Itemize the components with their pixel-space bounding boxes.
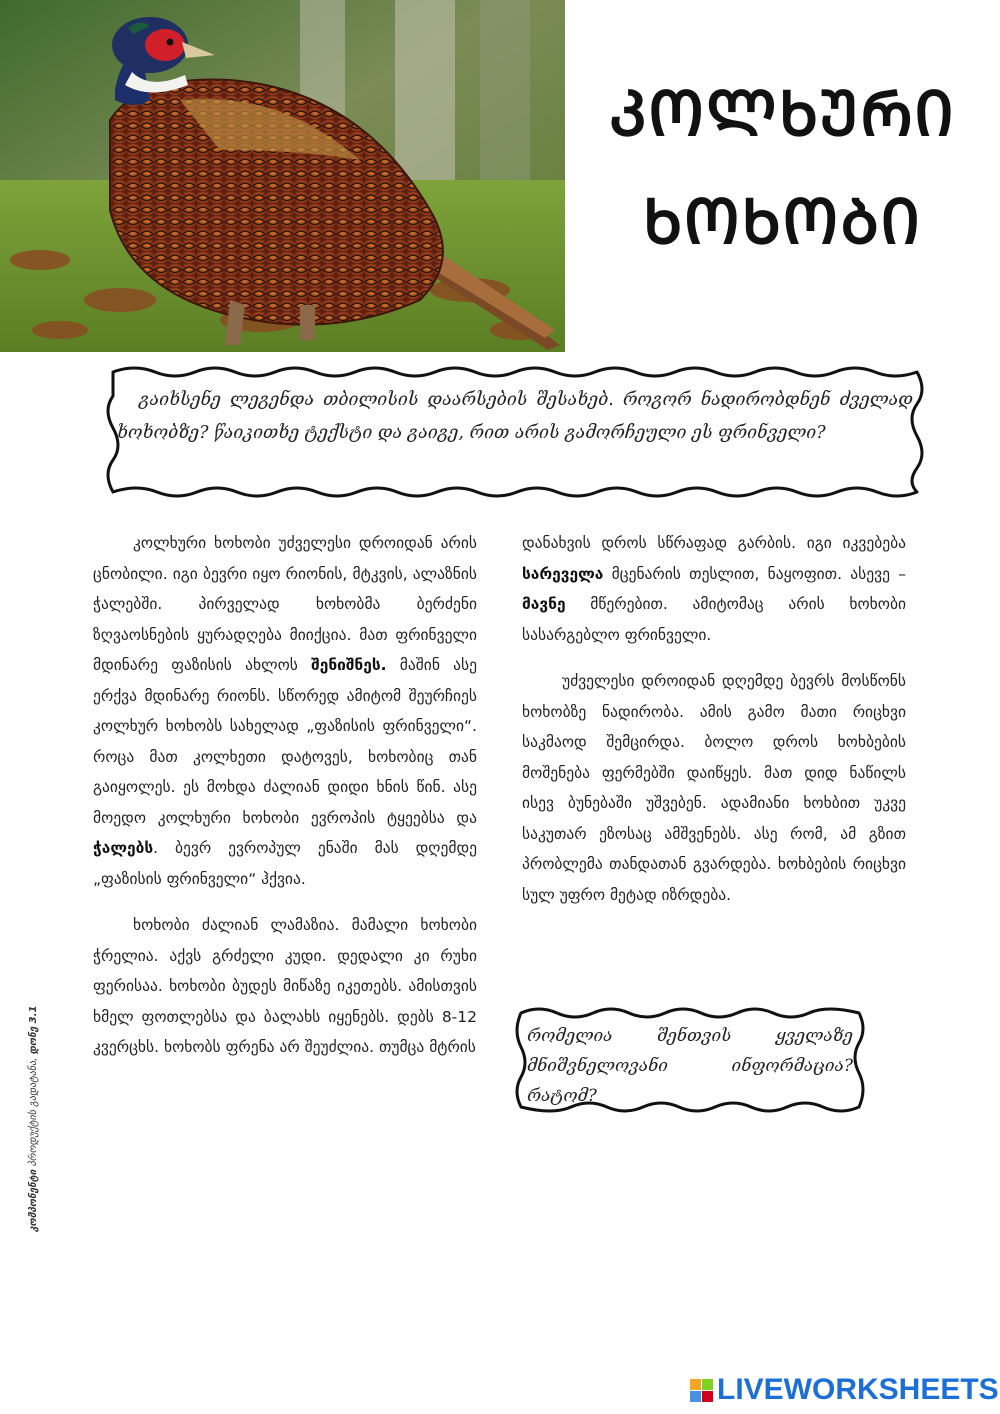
liveworksheets-logo xyxy=(690,1372,999,1408)
bold-term: მავნე xyxy=(522,595,566,613)
question-text: რომელია შენთვის ყველაზე მნიშვნელოვანი ინფორმაცია? რატომ? xyxy=(527,1026,853,1106)
pheasant-photo xyxy=(0,0,565,352)
left-column xyxy=(93,528,477,1079)
page-title xyxy=(575,60,990,276)
intro-task-text: გაიხსენე ლეგენდა თბილისის დაარსების შესახებ. როგორ ნადირობდნენ ძველად ხოხობზე? წაიკითხე ტექსტი და გაიგე, რით არის გამორჩეული ეს ფრინველი? xyxy=(117,390,913,443)
bold-term: შენიშნეს. xyxy=(311,656,387,674)
right-column xyxy=(522,528,906,926)
left-paragraph-2: ხოხობი ძალიან ლამაზია. მამალი ხოხობი ჭრელია. აქვს გრძელი კუდი. დედალი კი რუხი ფერისაა. ხოხობი ბუდეს მიწაზე იკეთებს. ამისთვის ხმელ ფოთლებსა და ბალახს იყენებს. დებს 8-12 კვერცხს. ხოხობს ფრენა არ შეუძლია. თუმცა მტრის xyxy=(93,916,477,1056)
logo-text: LIVEWORKSHEETS xyxy=(717,1373,999,1406)
bold-term: სარეველა xyxy=(522,564,604,583)
logo-squares-icon xyxy=(690,1379,713,1402)
intro-task-box xyxy=(95,362,935,502)
left-paragraph-1: კოლხური ხოხობი უძველესი დროიდან არის ცნობილი. იგი ბევრი იყო რიონის, მტკვის, ალაზნის ჭალებში. პირველად ხოხობმა ბერძენი ზღვაოსნების ყურადღება მიიქცია. მათ ფრინველი მდინარე ფაზისის ახლოს შენიშნეს. მაშინ ასე ერქვა მდინარე რიონს. სწორედ ამიტომ შეურჩიეს კოლხურ ხოხობს სახელად „ფაზისის ფრინველი“. როცა მათ კოლხეთი დატოვეს, ხოხობიც თან გაიყოლეს. ეს მოხდა ძალიან დიდი ხნის წინ. ასე მოედო კოლხური ხოხობი ევროპის ტყეებსა და ჭალებს. ბევრ ევროპულ ენაში მას დღემდე „ფაზისის ფრინველი“ ჰქვია. xyxy=(93,534,478,888)
bold-term: ჭალებს xyxy=(93,839,154,857)
right-paragraph-1: დანახვის დროს სწრაფად გარბის. იგი იკვებება სარეველა მცენარის თესლით, ნაყოფით. ასევე – მავნე მწერებით. ამიტომაც არის ხოხობი სასარგებლო ფრინველი. xyxy=(522,534,906,644)
title-line-2: ᲮᲝᲮᲝᲑᲘ xyxy=(643,185,922,258)
side-credit: კომპონენტი პროდუქტის გადატანა, დონე 3.1 xyxy=(28,1005,39,1232)
question-box xyxy=(505,1003,875,1118)
title-line-1: ᲙᲝᲚᲮᲣᲠᲘ xyxy=(609,77,956,150)
right-paragraph-2: უძველესი დროიდან დღემდე ბევრს მოსწონს ხოხობზე ნადირობა. ამის გამო მათი რიცხვი საკმაოდ შემცირდა. ბოლო დროს ხოხბების მოშენება ფერმებში დაიწყეს. მათ დიდ ნაწილს ისევ ბუნებაში უშვებენ. ადამიანი ხოხბით უკვე საკუთარ ეზოსაც ამშვენებს. ასე რომ, ამ გზით პრობლემა თანდათან გვარდება. ხოხბების რიცხვი სულ უფრო მეტად იზრდება. xyxy=(522,672,906,904)
